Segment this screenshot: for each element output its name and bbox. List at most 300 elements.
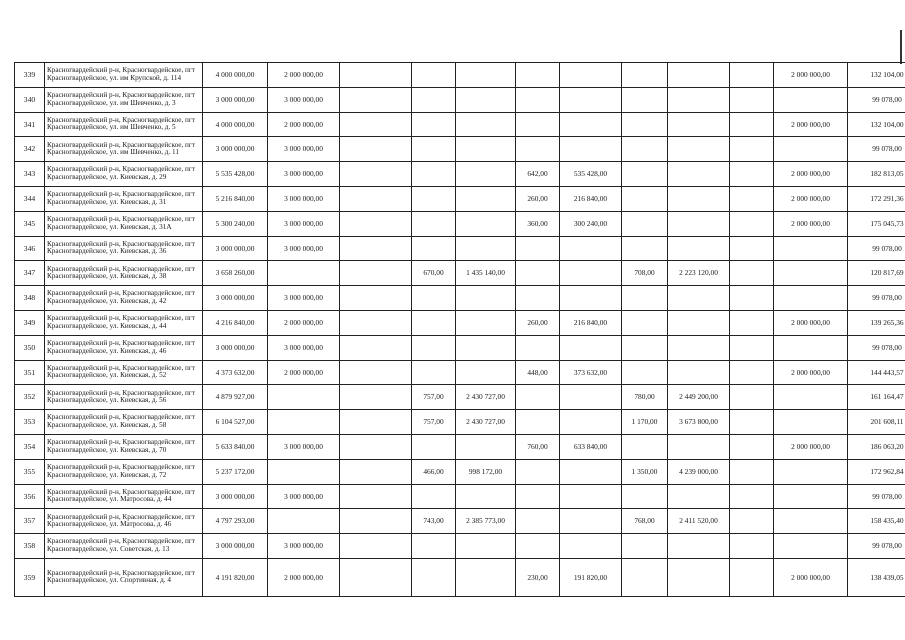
address-cell: Красногвардейский р-н, Красногвардейское, пгт Красногвардейское, ул. Киевская, д. 29 <box>45 162 203 187</box>
value-cell-c3: 670,00 <box>412 261 456 286</box>
value-cell-c7 <box>622 558 668 596</box>
table-row <box>15 360 905 385</box>
value-cell-c10: 132 104,00 <box>848 63 905 88</box>
value-cell-c10: 161 164,47 <box>848 385 905 410</box>
value-cell-c1: 5 300 240,00 <box>203 211 268 236</box>
value-cell-c3 <box>412 310 456 335</box>
row-number-cell: 351 <box>15 360 45 385</box>
table-row <box>15 112 905 137</box>
table-row <box>15 459 905 484</box>
value-cell-c1: 3 658 260,00 <box>203 261 268 286</box>
address-cell: Красногвардейский р-н, Красногвардейское, пгт Красногвардейское, ул. Киевская, д. 46 <box>45 335 203 360</box>
empty-cell <box>340 459 412 484</box>
value-cell-c5 <box>516 87 560 112</box>
value-cell-c10: 175 045,73 <box>848 211 905 236</box>
table-row <box>15 335 905 360</box>
value-cell-c4 <box>456 286 516 311</box>
value-cell-c10: 99 078,00 <box>848 484 905 509</box>
value-cell-c1: 3 000 000,00 <box>203 335 268 360</box>
value-cell-c2 <box>268 385 340 410</box>
value-cell-c6 <box>560 410 622 435</box>
value-cell-c6: 216 840,00 <box>560 310 622 335</box>
value-cell-c7 <box>622 112 668 137</box>
value-cell-c5 <box>516 410 560 435</box>
table-row <box>15 137 905 162</box>
value-cell-c7: 708,00 <box>622 261 668 286</box>
value-cell-c4: 2 430 727,00 <box>456 410 516 435</box>
value-cell-c8 <box>668 211 730 236</box>
value-cell-c1: 3 000 000,00 <box>203 137 268 162</box>
value-cell-c8 <box>668 310 730 335</box>
table-row <box>15 310 905 335</box>
empty-cell <box>730 310 774 335</box>
value-cell-c7: 780,00 <box>622 385 668 410</box>
value-cell-c4 <box>456 335 516 360</box>
value-cell-c4: 998 172,00 <box>456 459 516 484</box>
value-cell-c8: 3 673 800,00 <box>668 410 730 435</box>
value-cell-c1: 5 216 840,00 <box>203 186 268 211</box>
value-cell-c5 <box>516 261 560 286</box>
value-cell-c7 <box>622 360 668 385</box>
value-cell-c3 <box>412 484 456 509</box>
value-cell-c10: 201 608,11 <box>848 410 905 435</box>
value-cell-c9: 2 000 000,00 <box>774 558 848 596</box>
value-cell-c4: 1 435 140,00 <box>456 261 516 286</box>
value-cell-c5: 260,00 <box>516 186 560 211</box>
row-number-cell: 344 <box>15 186 45 211</box>
value-cell-c3 <box>412 360 456 385</box>
table-row <box>15 211 905 236</box>
value-cell-c9: 2 000 000,00 <box>774 63 848 88</box>
value-cell-c7 <box>622 434 668 459</box>
value-cell-c9 <box>774 137 848 162</box>
empty-cell <box>730 87 774 112</box>
value-cell-c4 <box>456 211 516 236</box>
value-cell-c3 <box>412 211 456 236</box>
value-cell-c2: 3 000 000,00 <box>268 434 340 459</box>
address-cell: Красногвардейский р-н, Красногвардейское, пгт Красногвардейское, ул. им Крупской, д. 114 <box>45 63 203 88</box>
value-cell-c6 <box>560 335 622 360</box>
value-cell-c4 <box>456 558 516 596</box>
value-cell-c10: 99 078,00 <box>848 286 905 311</box>
data-table <box>14 62 905 597</box>
value-cell-c7 <box>622 484 668 509</box>
value-cell-c4 <box>456 162 516 187</box>
value-cell-c2: 3 000 000,00 <box>268 186 340 211</box>
value-cell-c1: 3 000 000,00 <box>203 286 268 311</box>
table-row <box>15 434 905 459</box>
table-row <box>15 261 905 286</box>
value-cell-c5 <box>516 63 560 88</box>
address-cell: Красногвардейский р-н, Красногвардейское, пгт Красногвардейское, ул. им Шевченко, д. 11 <box>45 137 203 162</box>
value-cell-c7 <box>622 335 668 360</box>
value-cell-c5 <box>516 137 560 162</box>
table-body <box>15 63 905 597</box>
value-cell-c9 <box>774 87 848 112</box>
value-cell-c10: 99 078,00 <box>848 87 905 112</box>
value-cell-c2: 3 000 000,00 <box>268 534 340 559</box>
empty-cell <box>730 63 774 88</box>
empty-cell <box>730 186 774 211</box>
value-cell-c6: 191 820,00 <box>560 558 622 596</box>
value-cell-c1: 4 000 000,00 <box>203 63 268 88</box>
value-cell-c5 <box>516 534 560 559</box>
value-cell-c4 <box>456 186 516 211</box>
empty-cell <box>340 509 412 534</box>
empty-cell <box>730 137 774 162</box>
value-cell-c9 <box>774 459 848 484</box>
empty-cell <box>340 335 412 360</box>
value-cell-c8: 4 239 000,00 <box>668 459 730 484</box>
value-cell-c7 <box>622 534 668 559</box>
value-cell-c4: 2 430 727,00 <box>456 385 516 410</box>
value-cell-c1: 4 879 927,00 <box>203 385 268 410</box>
value-cell-c4: 2 385 773,00 <box>456 509 516 534</box>
empty-cell <box>340 236 412 261</box>
value-cell-c1: 4 216 840,00 <box>203 310 268 335</box>
value-cell-c5 <box>516 484 560 509</box>
value-cell-c4 <box>456 360 516 385</box>
address-cell: Красногвардейский р-н, Красногвардейское, пгт Красногвардейское, ул. Киевская, д. 38 <box>45 261 203 286</box>
value-cell-c2 <box>268 410 340 435</box>
value-cell-c10: 120 817,69 <box>848 261 905 286</box>
value-cell-c2: 3 000 000,00 <box>268 87 340 112</box>
row-number-cell: 340 <box>15 87 45 112</box>
value-cell-c1: 3 000 000,00 <box>203 534 268 559</box>
value-cell-c3 <box>412 137 456 162</box>
row-number-cell: 341 <box>15 112 45 137</box>
empty-cell <box>340 63 412 88</box>
value-cell-c8: 2 411 520,00 <box>668 509 730 534</box>
table-row <box>15 87 905 112</box>
table-row <box>15 63 905 88</box>
value-cell-c2: 3 000 000,00 <box>268 162 340 187</box>
empty-cell <box>340 534 412 559</box>
value-cell-c3: 757,00 <box>412 410 456 435</box>
value-cell-c8 <box>668 112 730 137</box>
empty-cell <box>340 558 412 596</box>
value-cell-c3: 466,00 <box>412 459 456 484</box>
address-cell: Красногвардейский р-н, Красногвардейское, пгт Красногвардейское, ул. Спортивная, д. 4 <box>45 558 203 596</box>
value-cell-c2 <box>268 459 340 484</box>
empty-cell <box>730 410 774 435</box>
address-cell: Красногвардейский р-н, Красногвардейское, пгт Красногвардейское, ул. Киевская, д. 31А <box>45 211 203 236</box>
table-row <box>15 236 905 261</box>
value-cell-c1: 5 237 172,00 <box>203 459 268 484</box>
value-cell-c3: 743,00 <box>412 509 456 534</box>
value-cell-c9 <box>774 484 848 509</box>
value-cell-c3 <box>412 63 456 88</box>
value-cell-c4 <box>456 87 516 112</box>
value-cell-c1: 3 000 000,00 <box>203 236 268 261</box>
empty-cell <box>730 484 774 509</box>
empty-cell <box>730 360 774 385</box>
value-cell-c9 <box>774 509 848 534</box>
value-cell-c7: 1 170,00 <box>622 410 668 435</box>
value-cell-c9: 2 000 000,00 <box>774 186 848 211</box>
value-cell-c7 <box>622 162 668 187</box>
value-cell-c4 <box>456 434 516 459</box>
page-edge-mark <box>900 30 902 64</box>
address-cell: Красногвардейский р-н, Красногвардейское, пгт Красногвардейское, ул. Киевская, д. 58 <box>45 410 203 435</box>
table-row <box>15 186 905 211</box>
value-cell-c2: 3 000 000,00 <box>268 137 340 162</box>
value-cell-c8 <box>668 484 730 509</box>
table-row <box>15 162 905 187</box>
address-cell: Красногвардейский р-н, Красногвардейское, пгт Красногвардейское, ул. Киевская, д. 52 <box>45 360 203 385</box>
address-cell: Красногвардейский р-н, Красногвардейское, пгт Красногвардейское, ул. Киевская, д. 44 <box>45 310 203 335</box>
value-cell-c3 <box>412 434 456 459</box>
table-row <box>15 286 905 311</box>
value-cell-c10: 186 063,20 <box>848 434 905 459</box>
row-number-cell: 342 <box>15 137 45 162</box>
value-cell-c7 <box>622 186 668 211</box>
address-cell: Красногвардейский р-н, Красногвардейское, пгт Красногвардейское, ул. Киевская, д. 36 <box>45 236 203 261</box>
value-cell-c9 <box>774 236 848 261</box>
value-cell-c1: 6 104 527,00 <box>203 410 268 435</box>
value-cell-c2: 2 000 000,00 <box>268 558 340 596</box>
value-cell-c3 <box>412 186 456 211</box>
empty-cell <box>730 558 774 596</box>
empty-cell <box>340 112 412 137</box>
empty-cell <box>730 236 774 261</box>
empty-cell <box>340 360 412 385</box>
value-cell-c8 <box>668 186 730 211</box>
row-number-cell: 357 <box>15 509 45 534</box>
empty-cell <box>340 434 412 459</box>
value-cell-c6: 633 840,00 <box>560 434 622 459</box>
value-cell-c3 <box>412 112 456 137</box>
empty-cell <box>730 261 774 286</box>
table-row <box>15 509 905 534</box>
value-cell-c7 <box>622 286 668 311</box>
value-cell-c8 <box>668 335 730 360</box>
row-number-cell: 346 <box>15 236 45 261</box>
empty-cell <box>340 261 412 286</box>
value-cell-c10: 99 078,00 <box>848 236 905 261</box>
value-cell-c8 <box>668 286 730 311</box>
empty-cell <box>340 137 412 162</box>
value-cell-c5 <box>516 286 560 311</box>
value-cell-c7 <box>622 310 668 335</box>
value-cell-c3 <box>412 87 456 112</box>
address-cell: Красногвардейский р-н, Красногвардейское, пгт Красногвардейское, ул. им Шевченко, д. 5 <box>45 112 203 137</box>
value-cell-c9: 2 000 000,00 <box>774 162 848 187</box>
value-cell-c5: 260,00 <box>516 310 560 335</box>
value-cell-c6: 216 840,00 <box>560 186 622 211</box>
value-cell-c9: 2 000 000,00 <box>774 112 848 137</box>
value-cell-c10: 182 813,05 <box>848 162 905 187</box>
value-cell-c1: 4 797 293,00 <box>203 509 268 534</box>
row-number-cell: 345 <box>15 211 45 236</box>
value-cell-c1: 3 000 000,00 <box>203 484 268 509</box>
address-cell: Красногвардейский р-н, Красногвардейское, пгт Красногвардейское, ул. Киевская, д. 70 <box>45 434 203 459</box>
empty-cell <box>340 310 412 335</box>
row-number-cell: 349 <box>15 310 45 335</box>
address-cell: Красногвардейский р-н, Красногвардейское, пгт Красногвардейское, ул. им Шевченко, д. 3 <box>45 87 203 112</box>
value-cell-c5 <box>516 236 560 261</box>
value-cell-c9 <box>774 385 848 410</box>
value-cell-c5 <box>516 509 560 534</box>
value-cell-c4 <box>456 236 516 261</box>
value-cell-c8 <box>668 236 730 261</box>
value-cell-c9: 2 000 000,00 <box>774 360 848 385</box>
value-cell-c1: 4 000 000,00 <box>203 112 268 137</box>
value-cell-c9: 2 000 000,00 <box>774 310 848 335</box>
value-cell-c3 <box>412 558 456 596</box>
value-cell-c7 <box>622 87 668 112</box>
value-cell-c2: 3 000 000,00 <box>268 484 340 509</box>
empty-cell <box>340 211 412 236</box>
value-cell-c6 <box>560 385 622 410</box>
value-cell-c7 <box>622 236 668 261</box>
value-cell-c3 <box>412 335 456 360</box>
value-cell-c10: 158 435,40 <box>848 509 905 534</box>
value-cell-c1: 3 000 000,00 <box>203 87 268 112</box>
empty-cell <box>730 385 774 410</box>
value-cell-c5: 230,00 <box>516 558 560 596</box>
value-cell-c9 <box>774 410 848 435</box>
value-cell-c2 <box>268 261 340 286</box>
value-cell-c5 <box>516 459 560 484</box>
row-number-cell: 354 <box>15 434 45 459</box>
value-cell-c4 <box>456 310 516 335</box>
table-row <box>15 385 905 410</box>
address-cell: Красногвардейский р-н, Красногвардейское, пгт Красногвардейское, ул. Киевская, д. 42 <box>45 286 203 311</box>
value-cell-c9 <box>774 335 848 360</box>
address-cell: Красногвардейский р-н, Красногвардейское, пгт Красногвардейское, ул. Советская, д. 13 <box>45 534 203 559</box>
empty-cell <box>730 459 774 484</box>
value-cell-c9: 2 000 000,00 <box>774 434 848 459</box>
table-row <box>15 534 905 559</box>
value-cell-c10: 139 265,36 <box>848 310 905 335</box>
value-cell-c2: 2 000 000,00 <box>268 63 340 88</box>
row-number-cell: 350 <box>15 335 45 360</box>
value-cell-c5 <box>516 112 560 137</box>
empty-cell <box>730 211 774 236</box>
value-cell-c9 <box>774 534 848 559</box>
value-cell-c9: 2 000 000,00 <box>774 211 848 236</box>
value-cell-c6 <box>560 87 622 112</box>
empty-cell <box>730 509 774 534</box>
value-cell-c2: 3 000 000,00 <box>268 236 340 261</box>
value-cell-c1: 4 373 632,00 <box>203 360 268 385</box>
empty-cell <box>340 186 412 211</box>
value-cell-c2: 2 000 000,00 <box>268 310 340 335</box>
row-number-cell: 347 <box>15 261 45 286</box>
row-number-cell: 352 <box>15 385 45 410</box>
value-cell-c10: 99 078,00 <box>848 137 905 162</box>
value-cell-c2: 2 000 000,00 <box>268 360 340 385</box>
value-cell-c10: 99 078,00 <box>848 335 905 360</box>
value-cell-c3 <box>412 162 456 187</box>
row-number-cell: 359 <box>15 558 45 596</box>
empty-cell <box>730 434 774 459</box>
empty-cell <box>730 534 774 559</box>
value-cell-c4 <box>456 63 516 88</box>
address-cell: Красногвардейский р-н, Красногвардейское, пгт Красногвардейское, ул. Матросова, д. 44 <box>45 484 203 509</box>
value-cell-c7 <box>622 211 668 236</box>
row-number-cell: 339 <box>15 63 45 88</box>
empty-cell <box>730 112 774 137</box>
value-cell-c10: 144 443,57 <box>848 360 905 385</box>
empty-cell <box>340 286 412 311</box>
empty-cell <box>340 385 412 410</box>
empty-cell <box>340 87 412 112</box>
value-cell-c6 <box>560 459 622 484</box>
value-cell-c1: 4 191 820,00 <box>203 558 268 596</box>
value-cell-c6 <box>560 63 622 88</box>
value-cell-c8 <box>668 360 730 385</box>
value-cell-c10: 172 291,36 <box>848 186 905 211</box>
empty-cell <box>340 162 412 187</box>
value-cell-c2: 3 000 000,00 <box>268 335 340 360</box>
value-cell-c5: 760,00 <box>516 434 560 459</box>
value-cell-c4 <box>456 484 516 509</box>
empty-cell <box>730 335 774 360</box>
value-cell-c8: 2 449 200,00 <box>668 385 730 410</box>
row-number-cell: 358 <box>15 534 45 559</box>
value-cell-c4 <box>456 112 516 137</box>
value-cell-c6 <box>560 484 622 509</box>
value-cell-c8 <box>668 87 730 112</box>
value-cell-c7: 1 350,00 <box>622 459 668 484</box>
value-cell-c6 <box>560 286 622 311</box>
empty-cell <box>340 484 412 509</box>
value-cell-c8 <box>668 162 730 187</box>
row-number-cell: 348 <box>15 286 45 311</box>
row-number-cell: 353 <box>15 410 45 435</box>
value-cell-c6: 373 632,00 <box>560 360 622 385</box>
value-cell-c2 <box>268 509 340 534</box>
value-cell-c8 <box>668 558 730 596</box>
value-cell-c6 <box>560 112 622 137</box>
value-cell-c8 <box>668 137 730 162</box>
value-cell-c8 <box>668 534 730 559</box>
value-cell-c6 <box>560 236 622 261</box>
row-number-cell: 343 <box>15 162 45 187</box>
table-row <box>15 410 905 435</box>
value-cell-c5 <box>516 385 560 410</box>
empty-cell <box>730 286 774 311</box>
value-cell-c6 <box>560 261 622 286</box>
value-cell-c9 <box>774 261 848 286</box>
value-cell-c1: 5 633 840,00 <box>203 434 268 459</box>
value-cell-c9 <box>774 286 848 311</box>
table-row <box>15 558 905 596</box>
address-cell: Красногвардейский р-н, Красногвардейское, пгт Красногвардейское, ул. Киевская, д. 31 <box>45 186 203 211</box>
value-cell-c1: 5 535 428,00 <box>203 162 268 187</box>
value-cell-c10: 138 439,05 <box>848 558 905 596</box>
value-cell-c5: 360,00 <box>516 211 560 236</box>
value-cell-c2: 3 000 000,00 <box>268 286 340 311</box>
address-cell: Красногвардейский р-н, Красногвардейское, пгт Красногвардейское, ул. Киевская, д. 72 <box>45 459 203 484</box>
empty-cell <box>340 410 412 435</box>
value-cell-c10: 132 104,00 <box>848 112 905 137</box>
value-cell-c6: 535 428,00 <box>560 162 622 187</box>
value-cell-c7 <box>622 137 668 162</box>
value-cell-c3 <box>412 534 456 559</box>
address-cell: Красногвардейский р-н, Красногвардейское, пгт Красногвардейское, ул. Киевская, д. 56 <box>45 385 203 410</box>
value-cell-c10: 99 078,00 <box>848 534 905 559</box>
value-cell-c6 <box>560 509 622 534</box>
value-cell-c6: 300 240,00 <box>560 211 622 236</box>
value-cell-c2: 3 000 000,00 <box>268 211 340 236</box>
value-cell-c6 <box>560 137 622 162</box>
table-row <box>15 484 905 509</box>
value-cell-c6 <box>560 534 622 559</box>
value-cell-c8 <box>668 63 730 88</box>
